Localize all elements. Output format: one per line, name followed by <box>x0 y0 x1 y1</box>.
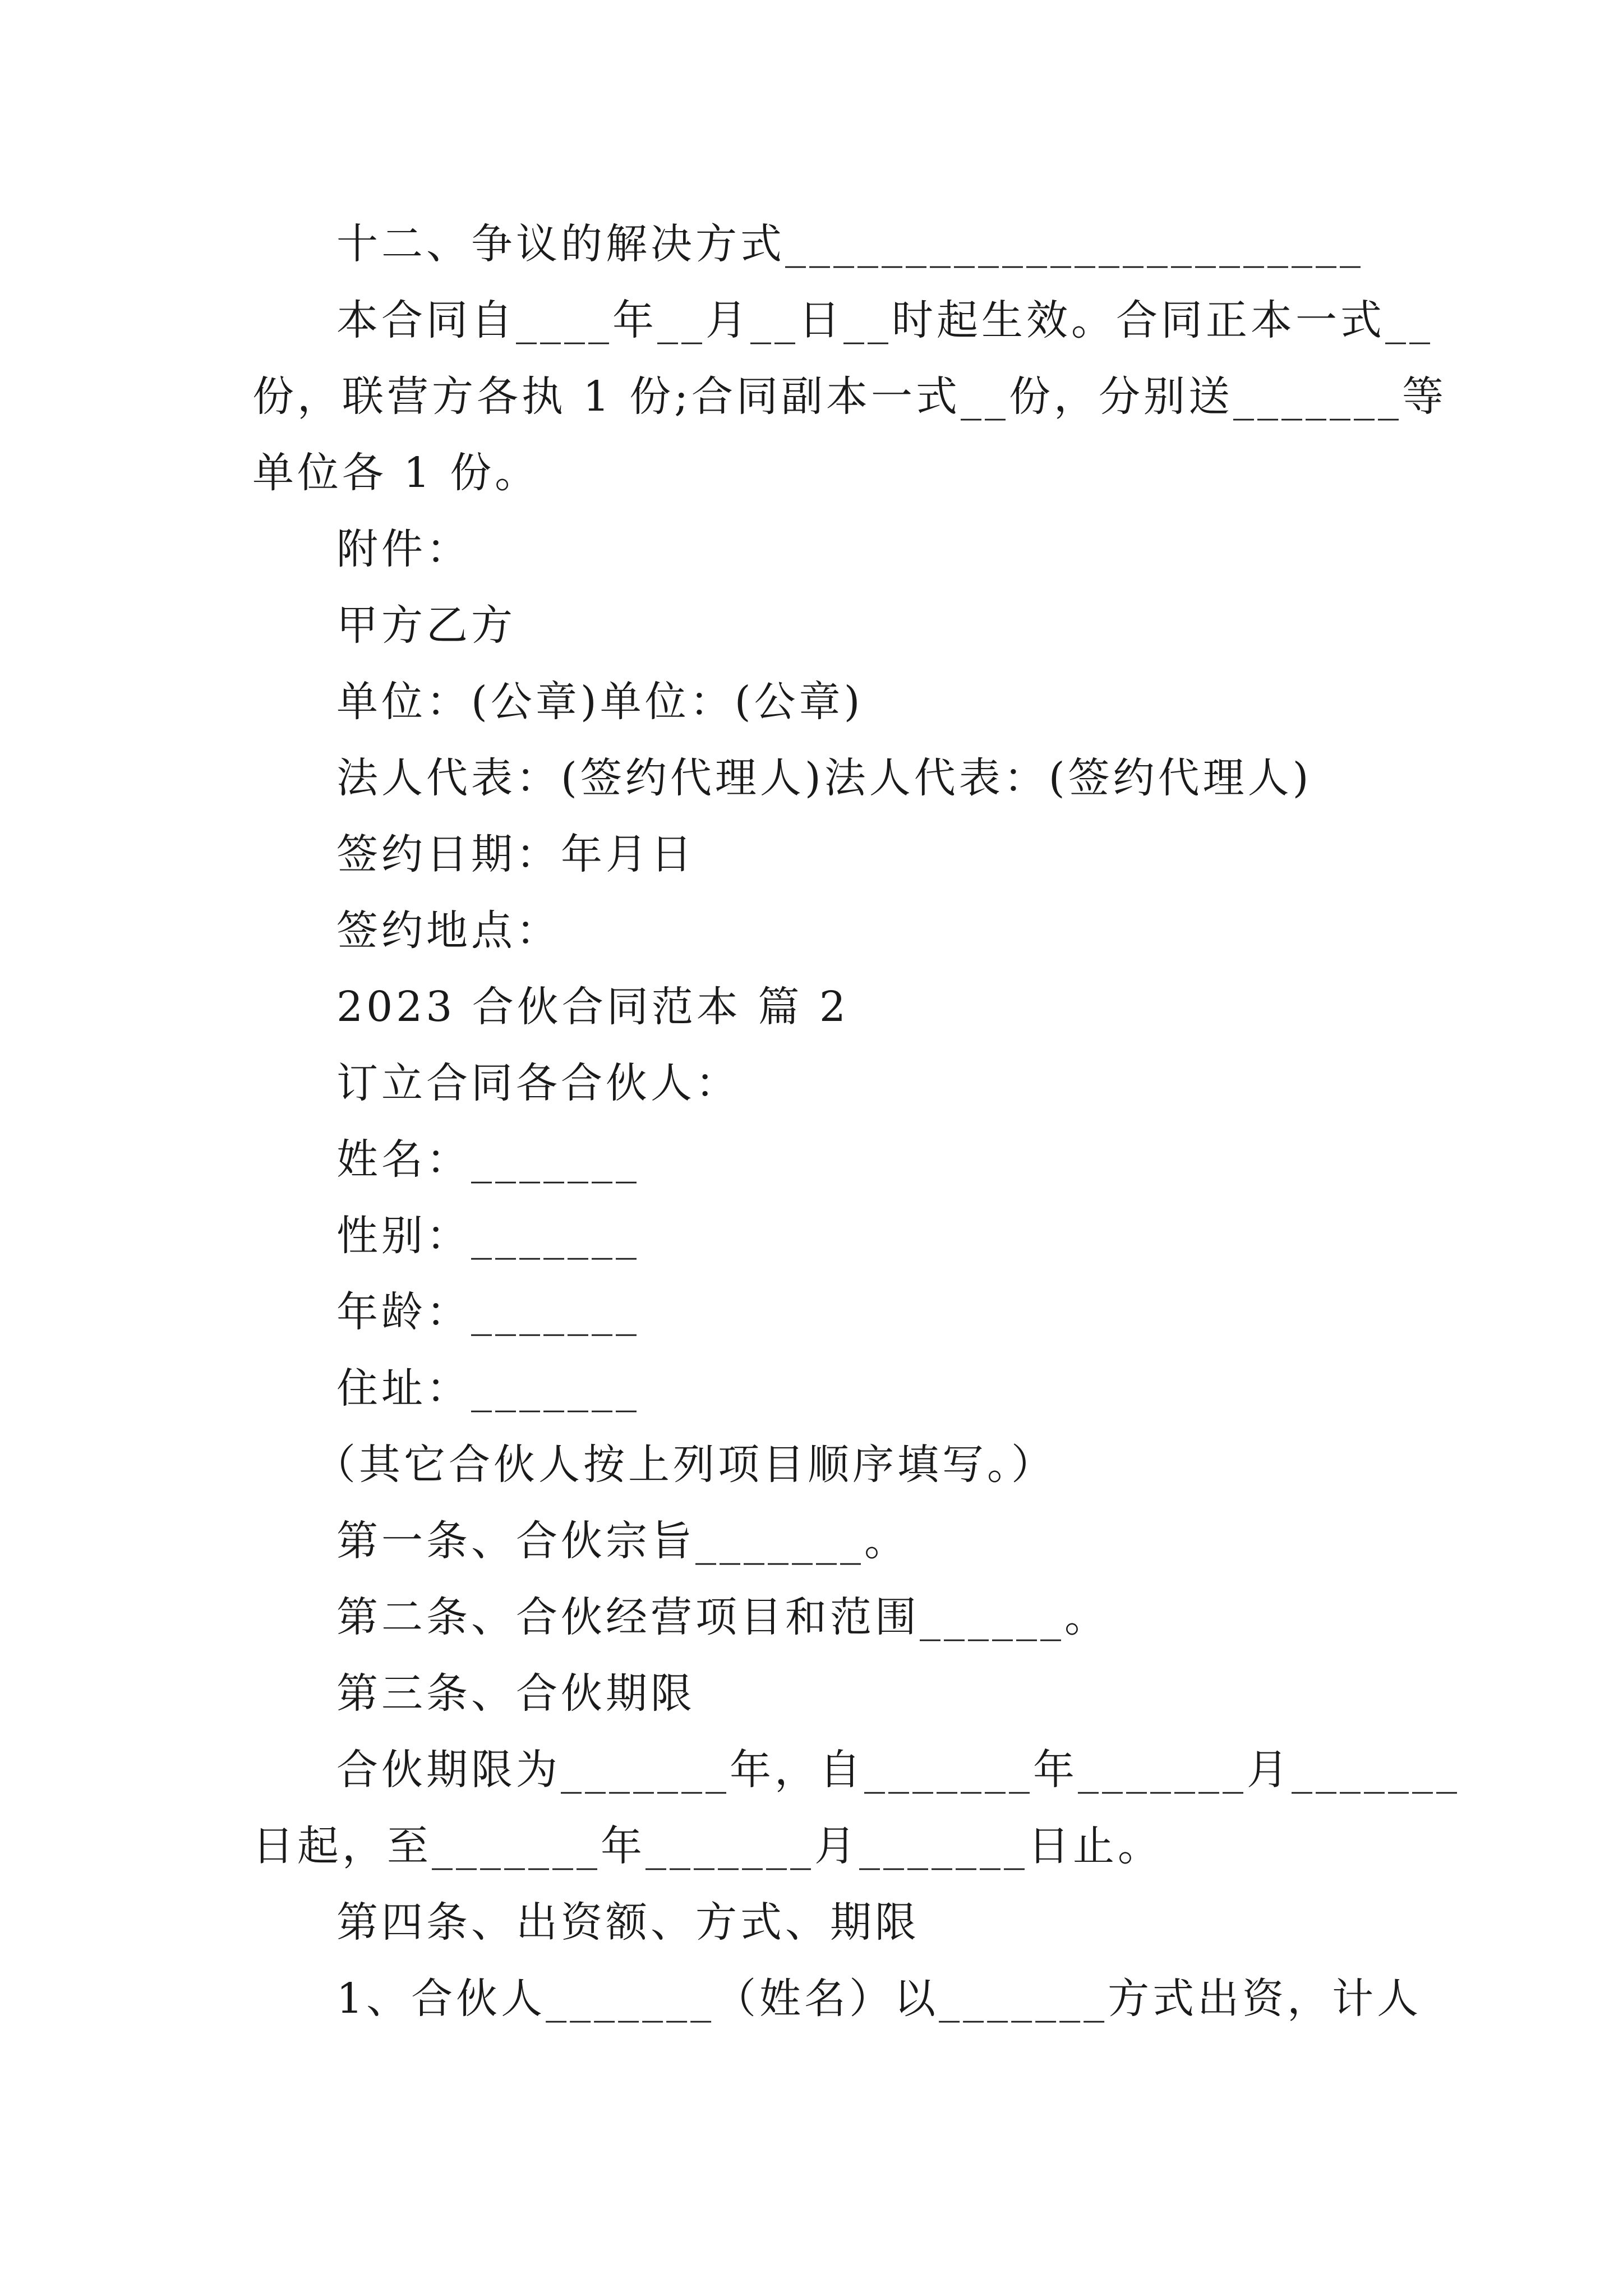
article-3-heading: 第三条、合伙期限 <box>336 1669 695 1718</box>
copies-line: 份，联营方各执 1 份;合同副本一式__份，分别送_______等 <box>252 372 1447 421</box>
unit-seal-line: 单位：(公章)单位：(公章) <box>336 678 864 726</box>
attachment-label: 附件： <box>336 525 471 573</box>
article-2-line: 第二条、合伙经营项目和范围______。 <box>336 1593 1109 1641</box>
legal-representative-line: 法人代表：(签约代理人)法人代表：(签约代理人) <box>336 754 1312 802</box>
address-field-line: 住址：_______ <box>336 1364 640 1412</box>
signing-date-line: 签约日期：年月日 <box>336 830 695 878</box>
age-field-line: 年龄：_______ <box>336 1288 640 1336</box>
dispute-resolution-line: 十二、争议的解决方式________________________ <box>336 220 1364 268</box>
gender-field-line: 性别：_______ <box>336 1212 640 1260</box>
article-4-heading: 第四条、出资额、方式、期限 <box>336 1898 920 1947</box>
partners-heading: 订立合同各合伙人： <box>336 1059 740 1107</box>
contribution-line: 1、合伙人_______（姓名）以_______方式出资，计人 <box>336 1975 1422 2023</box>
term-line-end: 日起，至_______年_______月_______日止。 <box>252 1822 1163 1870</box>
other-partners-note: （其它合伙人按上列项目顺序填写。） <box>314 1441 1056 1489</box>
section-title: 2023 合伙合同范本 篇 2 <box>336 983 849 1031</box>
signing-place-line: 签约地点： <box>336 907 561 955</box>
copies-line-end: 单位各 1 份。 <box>252 449 540 497</box>
effective-date-line: 本合同自____年__月__日__时起生效。合同正本一式__ <box>336 296 1433 344</box>
term-line: 合伙期限为_______年，自_______年_______月_______ <box>336 1746 1460 1794</box>
article-1-line: 第一条、合伙宗旨_______。 <box>336 1517 909 1565</box>
name-field-line: 姓名：_______ <box>336 1135 640 1184</box>
parties-line: 甲方乙方 <box>336 601 516 650</box>
